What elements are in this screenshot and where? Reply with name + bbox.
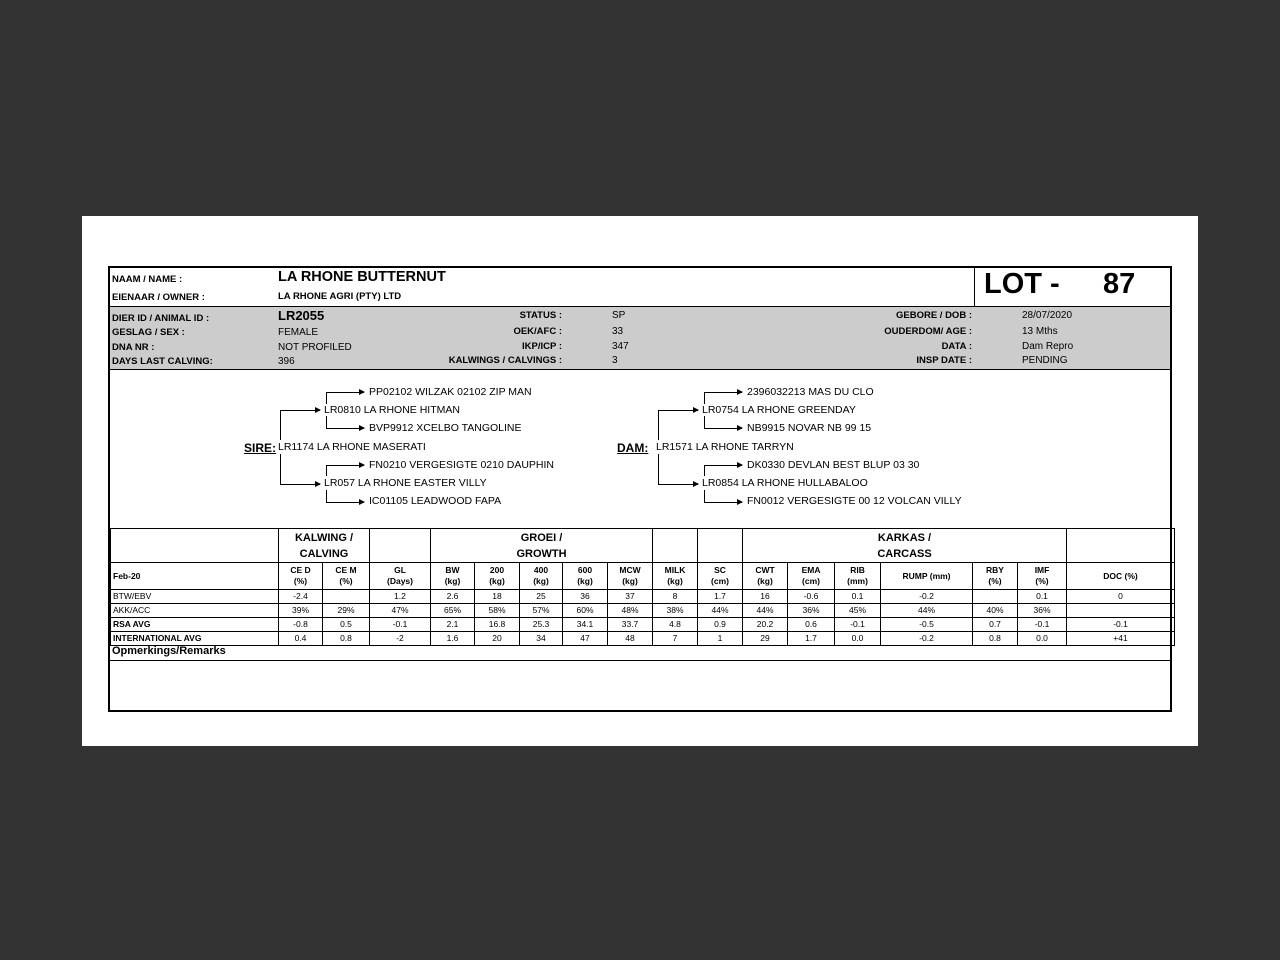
sd-connector-up: [326, 465, 327, 476]
owner-label: EIENAAR / OWNER :: [112, 292, 205, 303]
col-header: [563, 563, 608, 590]
ebv-cell: 0.1: [1018, 590, 1067, 604]
sire-sire-sire: PP02102 WILZAK 02102 ZIP MAN: [369, 386, 532, 398]
ebv-cell: -0.5: [881, 618, 973, 632]
group-sc: [698, 529, 743, 563]
ebv-cell: 16: [743, 590, 788, 604]
row-label: BTW/EBV: [111, 590, 279, 604]
details-band: [110, 306, 1170, 370]
remarks-divider: [110, 660, 1170, 661]
ebv-cell: 47%: [370, 604, 431, 618]
sire-dam-sire: FN0210 VERGESIGTE 0210 DAUPHIN: [369, 459, 554, 471]
sire-sire: LR0810 LA RHONE HITMAN: [324, 404, 460, 416]
ebv-cell: 0.5: [323, 618, 370, 632]
sex-label: GESLAG / SEX :: [112, 327, 185, 338]
col-name: CE D: [290, 565, 311, 575]
col-name: 200: [489, 565, 505, 575]
ebv-cell: 45%: [835, 604, 881, 618]
ebv-cell: 18: [475, 590, 520, 604]
ss-connector-down: [326, 416, 327, 428]
ebv-cell: 16.8: [475, 618, 520, 632]
dam-sire-dam: NB9915 NOVAR NB 99 15: [747, 422, 872, 434]
ebv-table: [110, 528, 1175, 646]
remarks-label: Opmerkings/Remarks: [112, 645, 226, 657]
col-name: 400: [533, 565, 549, 575]
col-name: BW: [445, 565, 460, 575]
ebv-cell: 0.8: [323, 632, 370, 646]
lot-card: [108, 266, 1172, 712]
col-name: RIB: [850, 565, 865, 575]
ebv-cell: 4.8: [653, 618, 698, 632]
ebv-cell: -0.1: [370, 618, 431, 632]
group-doc: [1067, 529, 1175, 563]
ebv-cell: 0.1: [835, 590, 881, 604]
ebv-cell: 0.0: [1018, 632, 1067, 646]
col-header: [1018, 563, 1067, 590]
col-unit: (kg): [757, 576, 773, 586]
sire-dam: LR057 LA RHONE EASTER VILLY: [324, 477, 487, 489]
col-unit: (mm): [847, 576, 868, 586]
col-header: [431, 563, 475, 590]
sire-connector-down: [280, 454, 281, 484]
ebv-cell: 34.1: [563, 618, 608, 632]
insp-value: PENDING: [1022, 355, 1068, 366]
name-label: NAAM / NAME :: [112, 274, 183, 285]
ebv-cell: 0.7: [973, 618, 1018, 632]
col-unit: (%): [339, 576, 353, 586]
ebv-cell: +41: [1067, 632, 1175, 646]
sire-sire-dam: BVP9912 XCELBO TANGOLINE: [369, 422, 522, 434]
ebv-cell: [973, 590, 1018, 604]
sire-dam-sire-arrow: [326, 465, 364, 466]
group-carcass: [743, 529, 1067, 563]
col-header: [370, 563, 431, 590]
col-header: [608, 563, 653, 590]
ebv-cell: 36%: [788, 604, 835, 618]
ebv-cell: 29%: [323, 604, 370, 618]
col-header: [881, 563, 973, 590]
ebv-cell: 36: [563, 590, 608, 604]
dna-value: NOT PROFILED: [278, 342, 352, 353]
ebv-row: [111, 590, 1175, 604]
col-name: RBY: [986, 565, 1004, 575]
col-unit: (kg): [489, 576, 505, 586]
dam-dam-sire-arrow: [704, 465, 742, 466]
ebv-header-row: [111, 563, 1175, 590]
dam-connector-up: [658, 410, 659, 440]
row-label: RSA AVG: [111, 618, 279, 632]
col-unit: (kg): [577, 576, 593, 586]
ebv-cell: 38%: [653, 604, 698, 618]
ebv-cell: 44%: [743, 604, 788, 618]
col-unit: (kg): [444, 576, 461, 586]
ebv-cell: 1.7: [788, 632, 835, 646]
ebv-cell: -0.8: [279, 618, 323, 632]
ebv-cell: -0.2: [881, 590, 973, 604]
dna-label: DNA NR :: [112, 342, 155, 353]
col-header: [835, 563, 881, 590]
col-unit: (kg): [533, 576, 549, 586]
calvings-label: KALWINGS / CALVINGS :: [448, 355, 562, 366]
ebv-cell: 40%: [973, 604, 1018, 618]
ebv-cell: 1: [698, 632, 743, 646]
calvings-value: 3: [612, 355, 618, 366]
col-header: [520, 563, 563, 590]
afc-label: OEK/AFC :: [513, 326, 562, 337]
col-unit: (%): [988, 576, 1002, 586]
group-calving-line2: CALVING: [299, 547, 349, 560]
dam-dam-dam: FN0012 VERGESIGTE 00 12 VOLCAN VILLY: [747, 495, 962, 507]
col-header: [698, 563, 743, 590]
data-value: Dam Repro: [1022, 341, 1074, 352]
col-header: [653, 563, 698, 590]
dam-label: DAM:: [617, 441, 649, 455]
ebv-row: [111, 604, 1175, 618]
col-header: [475, 563, 520, 590]
dam-sire-sire-arrow: [704, 392, 742, 393]
ebv-cell: 8: [653, 590, 698, 604]
animal-name: LA RHONE BUTTERNUT: [278, 269, 446, 285]
col-unit: (Days): [387, 576, 413, 586]
ebv-cell: 0.6: [788, 618, 835, 632]
ebv-cell: 2.6: [431, 590, 475, 604]
ebv-cell: 0: [1067, 590, 1175, 604]
ebv-cell: 57%: [520, 604, 563, 618]
col-name: SC: [714, 565, 726, 575]
age-label: OUDERDOM/ AGE :: [884, 326, 972, 337]
sire: LR1174 LA RHONE MASERATI: [278, 441, 426, 453]
ebv-cell: 0.4: [279, 632, 323, 646]
ebv-cell: -0.6: [788, 590, 835, 604]
col-header: [323, 563, 370, 590]
icp-label: IKP/ICP :: [522, 341, 562, 352]
sire-dam-dam: IC01105 LEADWOOD FAPA: [369, 495, 502, 507]
ebv-cell: 0.8: [973, 632, 1018, 646]
sire-label: SIRE:: [244, 441, 277, 455]
group-calving-line1: KALWING /: [294, 531, 354, 544]
ebv-cell: 39%: [279, 604, 323, 618]
insp-label: INSP DATE :: [916, 355, 972, 366]
dam-dam-arrow: [658, 484, 698, 485]
dam-dam-dam-arrow: [704, 502, 742, 503]
dd-connector-down: [704, 490, 705, 502]
dob-value: 28/07/2020: [1022, 310, 1073, 321]
ds-connector-down: [704, 416, 705, 428]
ebv-cell: -0.2: [881, 632, 973, 646]
ebv-cell: 1.2: [370, 590, 431, 604]
group-growth-line2: GROWTH: [516, 547, 567, 560]
period-label: Feb-20: [111, 563, 279, 590]
dam-connector-down: [658, 454, 659, 484]
days-value: 396: [278, 356, 295, 367]
ebv-cell: 0.9: [698, 618, 743, 632]
sire-sire-sire-arrow: [326, 392, 364, 393]
icp-value: 347: [612, 341, 629, 352]
col-header: [973, 563, 1018, 590]
sex-value: FEMALE: [278, 327, 319, 338]
sire-dam-arrow: [280, 484, 320, 485]
sire-connector-up: [280, 410, 281, 440]
dam: LR1571 LA RHONE TARRYN: [656, 441, 794, 453]
ebv-cell: 58%: [475, 604, 520, 618]
col-name: DOC (%): [1103, 570, 1138, 581]
col-name: IMF: [1034, 565, 1050, 575]
row-label: INTERNATIONAL AVG: [111, 632, 279, 646]
ebv-cell: 20.2: [743, 618, 788, 632]
ebv-cell: 1.6: [431, 632, 475, 646]
ebv-cell: -0.1: [1018, 618, 1067, 632]
animal-id-label: DIER ID / ANIMAL ID :: [112, 313, 210, 324]
group-growth-line1: GROEI /: [520, 531, 563, 544]
col-name: GL: [394, 565, 406, 575]
col-header: [279, 563, 323, 590]
ebv-cell: [1067, 604, 1175, 618]
data-label: DATA :: [941, 341, 972, 352]
ebv-cell: 65%: [431, 604, 475, 618]
ebv-cell: 44%: [881, 604, 973, 618]
status-value: SP: [612, 310, 626, 321]
ebv-cell: 33.7: [608, 618, 653, 632]
ss-connector-up: [326, 392, 327, 404]
col-name: MCW: [619, 565, 641, 575]
col-name: RUMP (mm): [902, 570, 951, 581]
group-blank: [111, 529, 279, 563]
ebv-cell: 1.7: [698, 590, 743, 604]
group-growth: [431, 529, 653, 563]
ebv-cell: 7: [653, 632, 698, 646]
sd-connector-down: [326, 490, 327, 502]
group-calving: [279, 529, 370, 563]
ebv-cell: -2.4: [279, 590, 323, 604]
status-label: STATUS :: [519, 310, 562, 321]
col-name: CE M: [335, 565, 357, 575]
days-label: DAYS LAST CALVING:: [112, 356, 213, 367]
dam-sire-dam-arrow: [704, 428, 742, 429]
age-value: 13 Mths: [1022, 326, 1058, 337]
col-unit: (%): [293, 576, 308, 586]
afc-value: 33: [612, 326, 624, 337]
ebv-cell: 48%: [608, 604, 653, 618]
dam-sire-sire: 2396032213 MAS DU CLO: [747, 386, 874, 398]
col-header: [743, 563, 788, 590]
ebv-cell: -0.1: [835, 618, 881, 632]
col-name: CWT: [755, 565, 775, 575]
dd-connector-up: [704, 465, 705, 476]
ebv-row: [111, 618, 1175, 632]
dam-dam: LR0854 LA RHONE HULLABALOO: [702, 477, 868, 489]
lot-label: LOT -: [984, 268, 1060, 300]
ebv-cell: 48: [608, 632, 653, 646]
sire-sire-arrow: [280, 410, 320, 411]
ebv-cell: 34: [520, 632, 563, 646]
col-unit: (cm): [802, 576, 820, 586]
lot-number: 87: [1103, 268, 1136, 300]
ebv-cell: -2: [370, 632, 431, 646]
ds-connector-up: [704, 392, 705, 404]
ebv-group-row: [111, 529, 1175, 563]
col-unit: (%): [1035, 576, 1049, 586]
col-unit: (kg): [667, 576, 683, 586]
lot-divider: [974, 268, 975, 306]
ebv-cell: 36%: [1018, 604, 1067, 618]
ebv-cell: -0.1: [1067, 618, 1175, 632]
col-header: [788, 563, 835, 590]
group-carcass-line1: KARKAS /: [877, 531, 932, 544]
ebv-cell: 20: [475, 632, 520, 646]
group-milk: [653, 529, 698, 563]
animal-id: LR2055: [278, 308, 325, 323]
sire-dam-dam-arrow: [326, 502, 364, 503]
dam-dam-sire: DK0330 DEVLAN BEST BLUP 03 30: [747, 459, 920, 471]
ebv-row: [111, 632, 1175, 646]
group-gl: [370, 529, 431, 563]
row-label: AKK/ACC: [111, 604, 279, 618]
ebv-cell: 25: [520, 590, 563, 604]
ebv-cell: 2.1: [431, 618, 475, 632]
ebv-cell: 0.0: [835, 632, 881, 646]
sire-sire-dam-arrow: [326, 428, 364, 429]
col-unit: (cm): [711, 576, 729, 586]
owner-name: LA RHONE AGRI (PTY) LTD: [278, 291, 402, 302]
dob-label: GEBORE / DOB :: [895, 310, 972, 321]
col-name: 600: [577, 565, 593, 575]
ebv-cell: 37: [608, 590, 653, 604]
dam-sire: LR0754 LA RHONE GREENDAY: [702, 404, 856, 416]
ebv-cell: 60%: [563, 604, 608, 618]
col-name: EMA: [801, 565, 821, 575]
ebv-cell: 25.3: [520, 618, 563, 632]
group-carcass-line2: CARCASS: [877, 547, 932, 560]
ebv-cell: 47: [563, 632, 608, 646]
ebv-cell: 29: [743, 632, 788, 646]
ebv-cell: [323, 590, 370, 604]
col-header: [1067, 563, 1175, 590]
col-unit: (kg): [622, 576, 638, 586]
col-name: MILK: [664, 565, 686, 575]
ebv-cell: 44%: [698, 604, 743, 618]
dam-sire-arrow: [658, 410, 698, 411]
